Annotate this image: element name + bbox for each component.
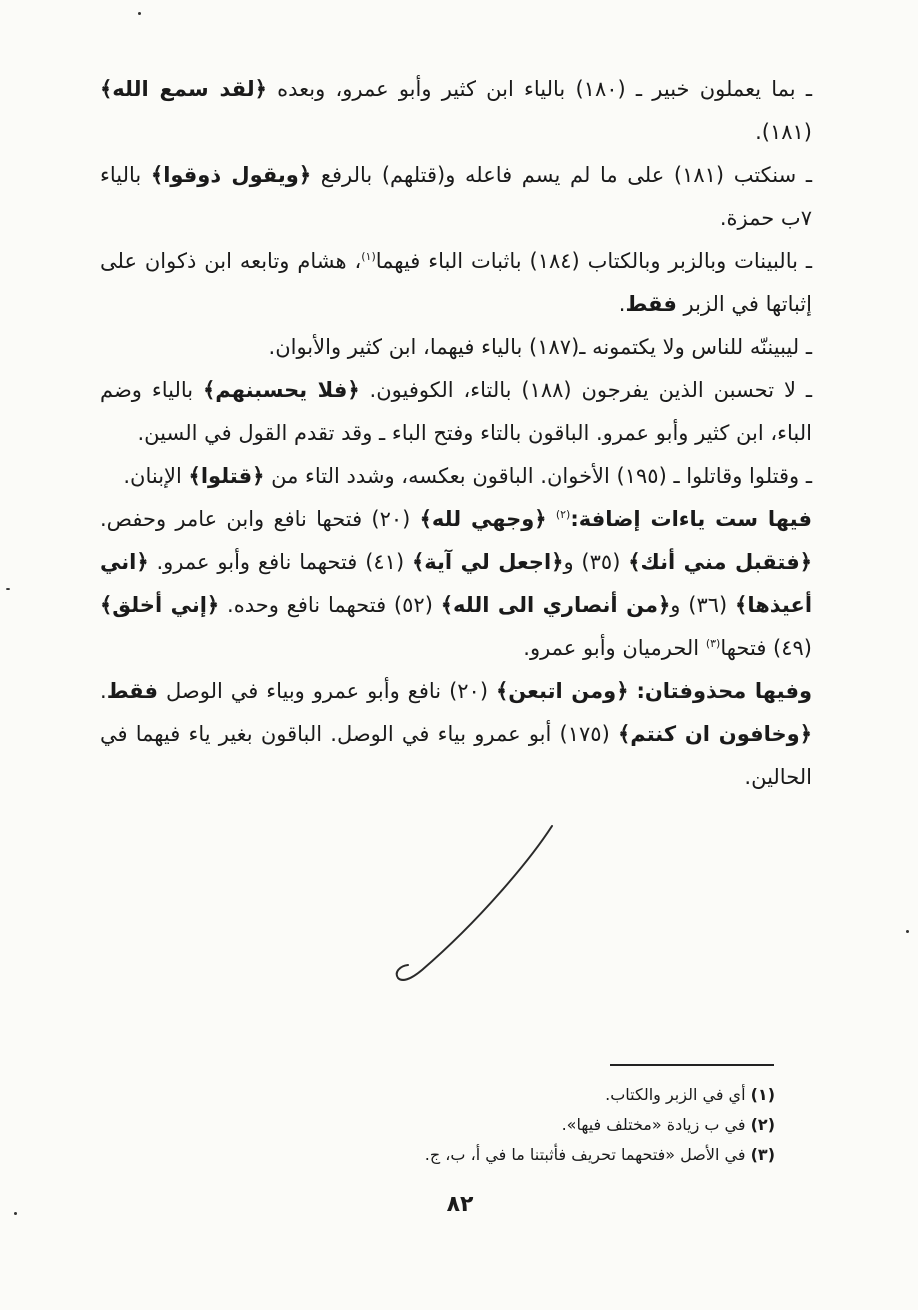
- footnote-number: (١): [750, 1085, 775, 1104]
- text: ـ بما يعملون خبير ـ (١٨٠) بالياء ابن كثير وأبو عمرو، وبعده: [266, 77, 812, 101]
- quran-quote: ﴿إني أخلق﴾: [100, 593, 220, 617]
- text: (٣٦) و: [670, 593, 736, 617]
- scan-speck: [138, 12, 141, 15]
- footnote-text: أي في الزبر والكتاب.: [605, 1085, 746, 1104]
- text: (٥٢) فتحهما نافع وحده.: [219, 593, 441, 617]
- text: ـ سنكتب (١٨١) على ما لم يسم فاعله و(قتلهم) بالرفع: [311, 163, 812, 187]
- footnotes: [300, 1080, 775, 1170]
- footnote-divider: [610, 1064, 774, 1066]
- paragraph-line-2: [100, 154, 812, 240]
- paragraph-line-6: [100, 455, 812, 498]
- text: .: [100, 679, 107, 703]
- quran-quote: ﴿فلا يحسبنهم﴾: [202, 378, 360, 402]
- quran-quote: ﴿ومن اتبعن﴾: [495, 679, 629, 703]
- footnote-ref: (٣): [705, 637, 721, 650]
- text: الإبنان.: [123, 464, 189, 488]
- footnote-ref: (٢): [555, 508, 571, 521]
- footnote-1: [300, 1080, 775, 1110]
- footnote-3: [300, 1140, 775, 1170]
- footnote-text: في ب زيادة «مختلف فيها».: [561, 1115, 746, 1134]
- text: .: [618, 292, 626, 316]
- text: بالياء وضم الباء، ابن كثير وأبو عمرو. الباقون بالتاء وفتح الباء ـ وقد تقدم القول في السين.: [100, 378, 812, 445]
- text: (٢٠) نافع وأبو عمرو وبياء في الوصل: [158, 679, 496, 703]
- footnote-text: في الأصل «فتحهما تحريف فأثبتنا ما في أ، ب، ج.: [424, 1145, 746, 1164]
- text: ـ بالبينات وبالزبر وبالكتاب (١٨٤) باثبات الباء فيهما: [375, 249, 812, 273]
- paragraph-line-5: [100, 369, 812, 455]
- text: (٣٥) و: [563, 550, 629, 574]
- page-number: ٨٢: [446, 1192, 474, 1217]
- page-body: [100, 68, 812, 799]
- quran-quote: ﴿اجعل لي آية﴾: [412, 550, 564, 574]
- footnote-ref: (١): [361, 250, 376, 263]
- quran-quote: ﴿فتقبل مني أنك﴾: [628, 550, 813, 574]
- footnote-number: (٢): [750, 1115, 775, 1134]
- quran-quote: ﴿لقد سمع الله﴾: [100, 77, 267, 101]
- text: (٤٩) فتحها: [720, 636, 812, 660]
- quran-quote: ﴿وجهي لله﴾: [419, 507, 547, 531]
- emphasis: فقط: [625, 292, 677, 316]
- scan-speck: [906, 930, 909, 933]
- text: (٤١) فتحهما نافع وأبو عمرو.: [148, 550, 412, 574]
- paragraph-line-1: [100, 68, 812, 154]
- quran-quote: ﴿قتلوا﴾: [188, 464, 265, 488]
- footnote-number: (٣): [750, 1145, 775, 1164]
- text: ـ لا تحسبن الذين يفرجون (١٨٨) بالتاء، الكوفيون.: [359, 378, 812, 402]
- quran-quote: ﴿من أنصاري الى الله﴾: [440, 593, 671, 617]
- emphasis: فقط: [106, 679, 159, 703]
- text: الحرميان وأبو عمرو.: [523, 636, 706, 660]
- text: (٢٠) فتحها نافع وابن عامر وحفص.: [100, 507, 420, 531]
- quran-quote: ﴿اني أعيذها﴾: [100, 550, 813, 617]
- text: ـ ليبيننّه للناس ولا يكتمونه ـ(١٨٧) بالياء فيهما، ابن كثير والأبوان.: [268, 335, 812, 359]
- scan-speck: [6, 588, 10, 590]
- section-label: فيها ست ياءات إضافة:: [570, 507, 812, 531]
- scan-speck: [14, 1212, 17, 1215]
- text: ، هشام وتابعه ابن ذكوان على إثباتها في الزبر: [100, 249, 812, 316]
- idafa-paragraph: [100, 498, 812, 670]
- paragraph-line-3: [100, 240, 812, 326]
- text: بالياء ٧ب حمزة.: [100, 163, 812, 230]
- paragraph-line-4: [100, 326, 812, 369]
- quran-quote: ﴿وخافون ان كنتم﴾: [617, 722, 813, 746]
- pen-stroke-mark: [380, 820, 560, 990]
- mahdhufa-paragraph: [100, 670, 812, 799]
- footnote-2: [300, 1110, 775, 1140]
- quran-quote: ﴿ويقول ذوقوا﴾: [150, 163, 312, 187]
- text: (١٧٥) أبو عمرو بياء في الوصل. الباقون بغير ياء فيهما في الحالين.: [100, 722, 812, 789]
- text: (١٨١).: [755, 120, 812, 144]
- section-label: وفيها محذوفتان:: [636, 679, 812, 703]
- text: ـ وقتلوا وقاتلوا ـ (١٩٥) الأخوان. الباقون بعكسه، وشدد التاء من: [264, 464, 812, 488]
